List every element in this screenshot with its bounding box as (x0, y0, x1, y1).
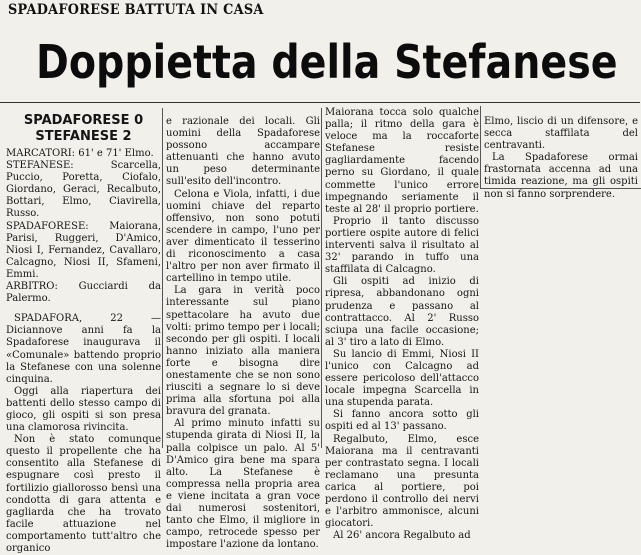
lineup-spadaforese: SPADAFORESE: Maiorana, Parisi, Ruggeri, D'Amico, Niosi I, Fernandez, Cavallaro, Calcagno, Niosi II, Sfameni, Emmi. (6, 220, 161, 280)
paragraph: Non è stato comunque questo il propellente che ha consentito alla Stefanese di espugnare così presto il fortilizio giallorosso bensì una condotta di gara attenta e gagliarda che ha trovato facile attuazione nel comportamento tutt'altro che organico (6, 434, 161, 554)
paragraph: SPADAFORA, 22 — Diciannove anni fa la Spadaforese inaugurava il «Comunale» battendo proprio la Stefanese con una solenne cinquina. (6, 313, 161, 385)
paragraph: Proprio il tanto discusso portiere ospite autore di felici interventi salva il risultato al 32' parando in tuffo una staffilata di Calcagno. (325, 215, 479, 276)
column-separator (162, 108, 163, 448)
column-separator (321, 108, 322, 448)
paragraph: Elmo, liscio di un difensore, e secca staffilata del centravanti. (484, 116, 638, 152)
column-3 (325, 107, 479, 542)
paragraph: Celona e Viola, infatti, i due uomini chiave del reparto offensivo, non sono potuti scendere in campo, l'uno per aver dimenticato il tesserino di riconoscimento a casa l'altro per non aver firmato il cartellino in tempo utile. (166, 188, 320, 285)
paragraph: Maiorana tocca solo qualche palla; il ritmo della gara è veloce ma la roccaforte Stefanese resiste gagliardamente facendo perno su Giordano, il quale commette l'unico errore impegnando seriamente il teste al 28' il proprio portiere. (325, 107, 479, 215)
paragraph: Al primo minuto infatti su stupenda girata di Niosi II, la palla colpisce un palo. Al 5' D'Amico gira bene ma spara alto. La Stefanese è compressa nella propria area e viene incitata a gran voce dai numerosi sostenitori, tanto che Elmo, il migliore in campo, retrocede spesso per impostare l'azione da lontano. (166, 418, 320, 551)
header-rule (0, 102, 640, 103)
paragraph: Gli ospiti ad inizio di ripresa, abbandonano ogni prudenza e passano al contrattacco. Al 2' Russo sciupa una facile occasione; al 3' tiro a lato di Elmo. (325, 276, 479, 348)
column-4 (484, 116, 638, 200)
paragraph: e razionale dei locali. Gli uomini della Spadaforese possono accampare attenuanti che hanno avuto un peso determinante sull'esito dell'incontro. (166, 116, 320, 188)
column-1 (6, 108, 161, 554)
paragraph: La gara in verità poco interessante sul piano spettacolare ha avuto due volti: primo tempo per i locali; secondo per gli ospiti. I locali hanno iniziato alla maniera forte e bisogna dire onestamente che se non sono riusciti a segnare lo si deve prima alla sfortuna poi alla bravura del granata. (166, 285, 320, 418)
paragraph: La Spadaforese ormai frastornata accenna ad una timida reazione, ma gli ospiti non si fanno sorprendere. (484, 152, 638, 200)
paragraph: Su lancio di Emmi, Niosi II l'unico con Calcagno ad essere pericoloso dell'attacco locale impegna Scarcella in una stupenda parata. (325, 348, 479, 409)
paragraph: Regalbuto, Elmo, esce Maiorana ma il centravanti per contrastato segna. I locali reclamano una presunta carica al portiere, poi perdono il controllo dei nervi e l'arbitro ammonisce, alcuni giocatori. (325, 433, 479, 530)
paragraph: Oggi alla riapertura dei battenti dello stesso campo di gioco, gli ospiti si son presa una clamorosa rivincita. (6, 385, 161, 434)
column-2 (166, 116, 320, 551)
referee: ARBITRO: Gucciardi da Palermo. (6, 281, 161, 305)
score-away: STEFANESE 2 (35, 129, 132, 144)
paragraph: Al 26' ancora Regalbuto ad (333, 530, 471, 542)
article-kicker: SPADAFORESE BATTUTA IN CASA (8, 2, 264, 18)
article-headline: Doppietta della Stefanese (36, 35, 618, 89)
score-home: SPADAFORESE 0 (23, 113, 144, 128)
lineup-stefanese: STEFANESE: Scarcella, Puccio, Poretta, Ciofalo, Giordano, Geraci, Recalbuto, Bottari, Elmo, Ciavirella, Russo. (6, 160, 161, 220)
scorers: MARCATORI: 61' e 71' Elmo. (6, 148, 154, 159)
paragraph: Si fanno ancora sotto gli ospiti ed al 13' passano. (325, 409, 479, 433)
